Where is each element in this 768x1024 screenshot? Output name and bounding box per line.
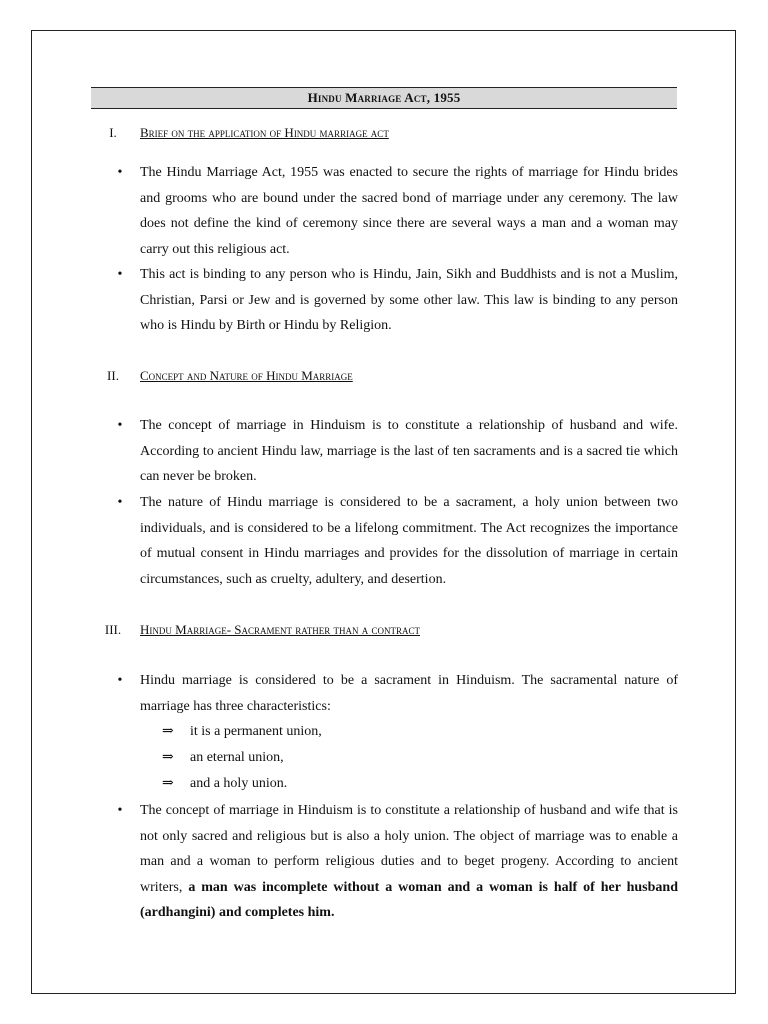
bullet-icon: •	[117, 418, 123, 433]
section-number: I.	[109, 125, 117, 140]
paragraph	[140, 798, 678, 926]
sub-list-item	[162, 719, 322, 744]
bullet-icon: •	[117, 267, 123, 282]
document-title: Hindu Marriage Act, 1955	[91, 87, 677, 109]
sub-list-item	[162, 745, 284, 770]
sub-item-text: it is a permanent union,	[190, 724, 322, 739]
bullet-icon: •	[117, 803, 123, 818]
arrow-icon: ⇒	[162, 750, 174, 765]
paragraph: The concept of marriage in Hinduism is to constitute a relationship of husband and wife. According to ancient Hindu law, marriage is the last of ten sacraments and is a sacred tie which can never be broken.	[140, 418, 678, 484]
sub-list-item	[162, 771, 287, 796]
sub-item-text: and a holy union.	[190, 776, 288, 791]
paragraph: The nature of Hindu marriage is considered to be a sacrament, a holy union between two individuals, and is considered to be a lifelong commitment. The Act recognizes the importance of mutual consent in Hindu marriages and provides for the dissolution of marriage in certain circumstances, such as cruelty, adultery, and desertion.	[140, 495, 678, 587]
section-number: II.	[107, 368, 119, 383]
bullet-icon: •	[117, 673, 123, 688]
bullet-icon: •	[117, 165, 123, 180]
section-title: Concept and Nature of Hindu Marriage	[140, 368, 353, 383]
paragraph-plain: The concept of marriage in Hinduism is to constitute a relationship of husband and wife that is not only sacred and religious but is also a holy union. The object of marriage was to enable a man and a woman to perform religious duties and to beget progeny. According to ancient writers,	[140, 803, 678, 895]
section-title: Hindu Marriage- Sacrament rather than a contract	[140, 622, 421, 637]
arrow-icon: ⇒	[162, 776, 174, 791]
paragraph: The Hindu Marriage Act, 1955 was enacted to secure the rights of marriage for Hindu brides and grooms who are bound under the sacred bond of marriage under any ceremony. The law does not define the kind of ceremony since there are several ways a man and a woman may carry out this religious act.	[140, 165, 678, 257]
paragraph-bold: a man was incomplete without a woman and a woman is half of her husband (ardhangini) and completes him.	[140, 879, 678, 920]
paragraph: This act is binding to any person who is Hindu, Jain, Sikh and Buddhists and is not a Muslim, Christian, Parsi or Jew and is governed by some other law. This law is binding to any person who is Hindu by Birth or Hindu by Religion.	[140, 267, 678, 333]
sub-item-text: an eternal union,	[190, 750, 284, 765]
section-title: Brief on the application of Hindu marriage act	[140, 125, 389, 140]
bullet-icon: •	[117, 495, 123, 510]
paragraph: Hindu marriage is considered to be a sacrament in Hinduism. The sacramental nature of marriage has three characteristics:	[140, 673, 678, 714]
section-number: III.	[104, 622, 122, 637]
arrow-icon: ⇒	[162, 724, 174, 739]
